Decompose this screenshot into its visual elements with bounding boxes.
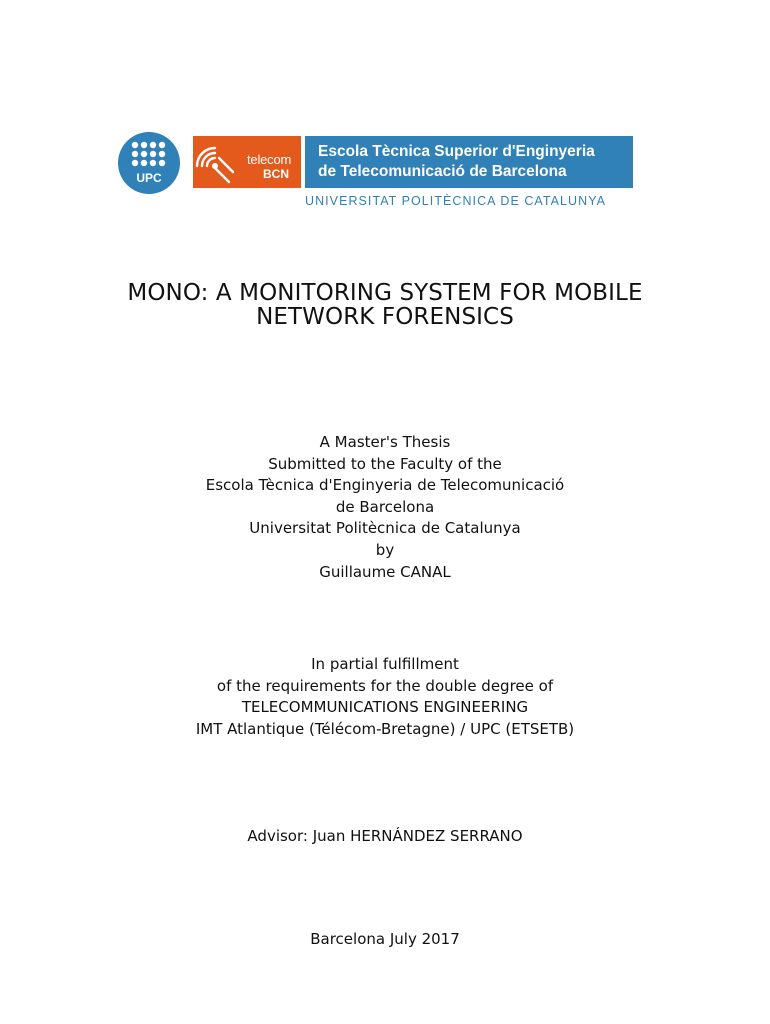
submission-line: A Master's Thesis (319, 433, 451, 451)
upc-logo (118, 132, 180, 194)
telecom-logo-word: telecom (247, 152, 292, 167)
submission-line: by (375, 540, 395, 559)
place-date: Barcelona July 2017 (310, 930, 460, 948)
fulfillment-block (0, 654, 770, 740)
submission-line: Submitted to the Faculty of the (268, 454, 502, 473)
institutions-line: IMT Atlantique (Télécom-Bretagne) / UPC (ETSETB) (195, 719, 575, 738)
thesis-title (0, 281, 770, 329)
thesis-title-line1: MONO: A MONITORING SYSTEM FOR MOBILE (127, 280, 643, 306)
advisor-line: Advisor: Juan HERNÁNDEZ SERRANO (247, 827, 523, 845)
author-name: Guillaume CANAL (319, 562, 451, 581)
submission-line: de Barcelona (335, 497, 435, 516)
upc-logo-text: UPC (136, 171, 162, 185)
school-name-line1: Escola Tècnica Superior d'Enginyeria (318, 143, 595, 160)
telecom-bcn-logo (193, 136, 301, 188)
telecom-logo-bcn: BCN (263, 167, 289, 181)
fulfillment-line: of the requirements for the double degree of (216, 676, 554, 695)
school-name-line2: de Telecomunicació de Barcelona (318, 163, 567, 180)
submission-line: Escola Tècnica d'Enginyeria de Telecomunicació (205, 476, 565, 495)
degree-name: TELECOMMUNICATIONS ENGINEERING (241, 698, 529, 717)
submission-block (0, 432, 770, 583)
fulfillment-line: In partial fulfillment (311, 655, 459, 673)
university-name: UNIVERSITAT POLITÈCNICA DE CATALUNYA (305, 194, 607, 208)
school-name-banner (305, 136, 633, 188)
submission-line: Universitat Politècnica de Catalunya (249, 519, 521, 538)
thesis-title-line2: NETWORK FORENSICS (256, 304, 514, 330)
